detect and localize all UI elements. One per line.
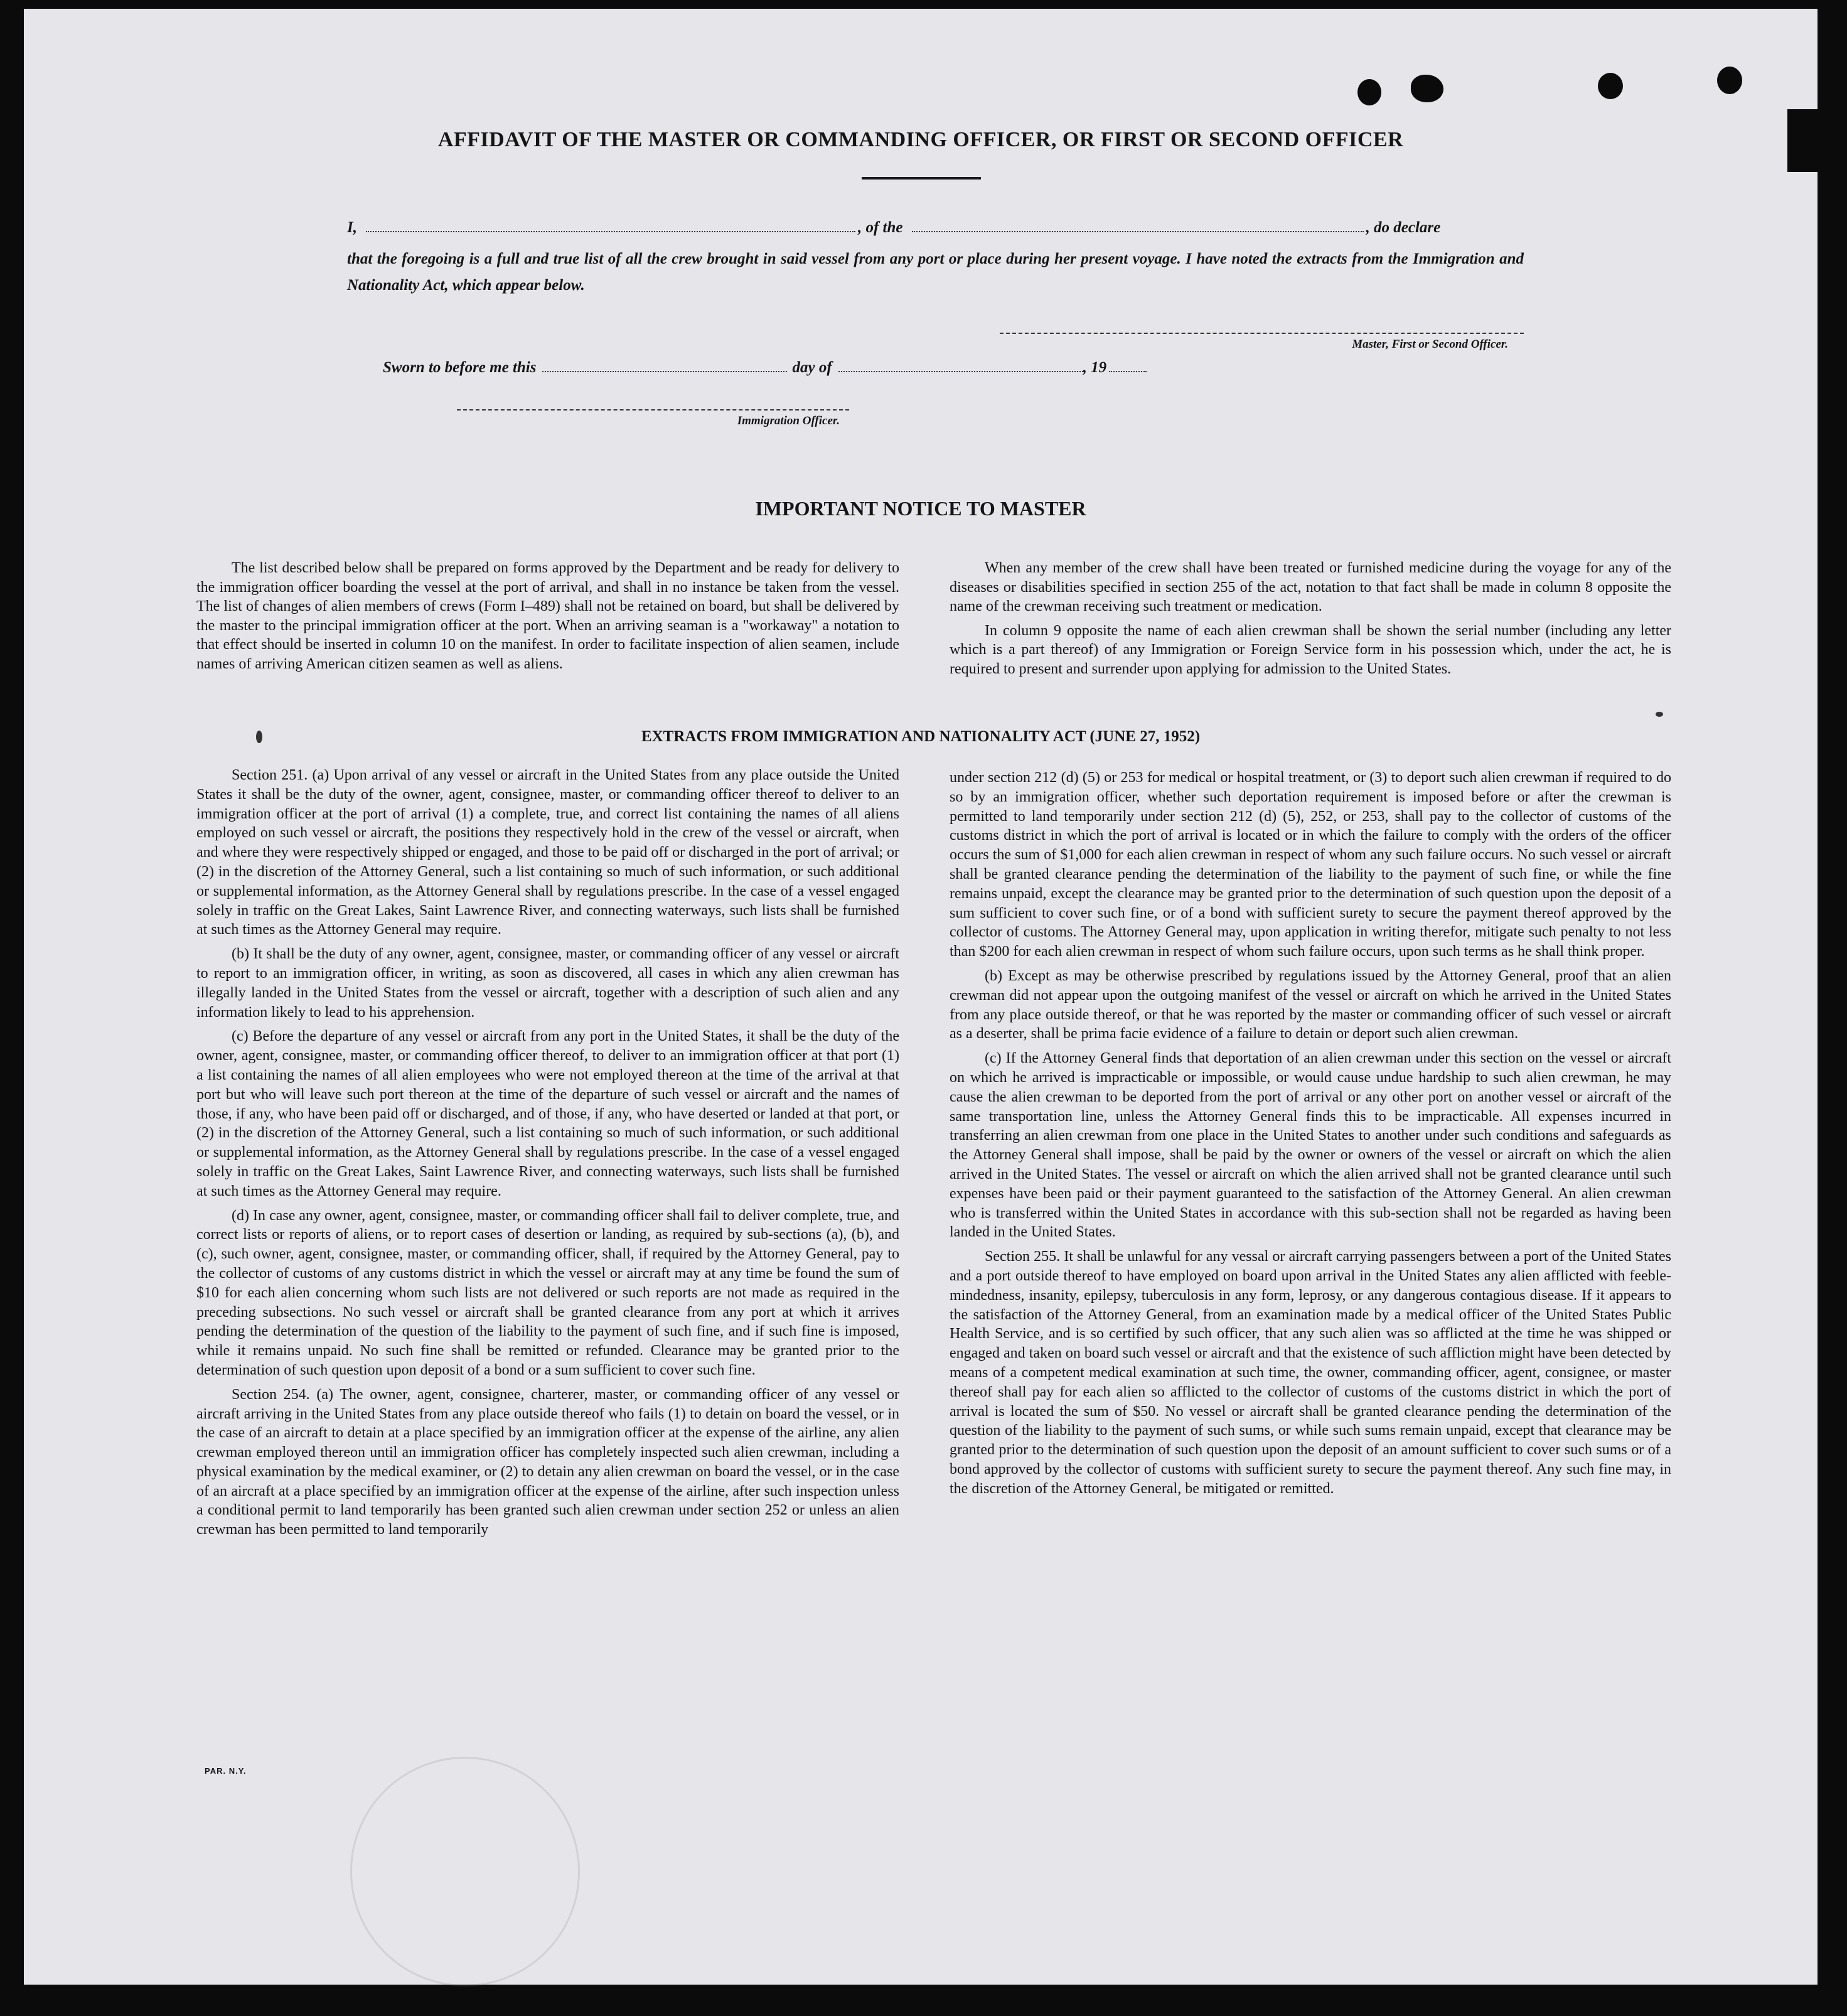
document-page bbox=[24, 9, 1818, 1985]
law-paragraph: Section 255. It shall be unlawful for any vessal or aircraft carrying passengers between a port of the United States and a port outside thereof to have employed on board upon arrival in the United States any alien afflicted with feeble-mindedness, insanity, epilepsy, tuberculosis in any form, leprosy, or any dangerous contagious disease. If it appears to the satisfaction of the Attorney General, from an examination made by a medical officer of the United States Public Health Service, and is so certified by such officer, that any such alien was so afflicted at the time he was shipped or engaged and taken on board such vessel or aircraft and that the existence of such affliction might have been detected by means of a competent medical examination at such time, the owner, commanding officer, agent, consignee, or master thereof shall pay for each alien so afflicted to the collector of customs of the customs district in which the port of arrival is located the sum of $50. No vessel or aircraft shall be granted clearance pending the determination of the question of the liability to the payment of such sums, or while such sums remain unpaid, except that clearance may be granted prior to the determination of such question upon the deposit of an amount sufficient to cover such sums or of a bond approved by the collector of customs with sufficient surety to secure the payment thereof. Any such fine may, in the discretion of the Attorney General, be mitigated or remitted. bbox=[950, 1248, 1671, 1497]
sworn-day-field[interactable] bbox=[542, 356, 787, 372]
extracts-title: EXTRACTS FROM IMMIGRATION AND NATIONALITY ACT (JUNE 27, 1952) bbox=[641, 728, 1201, 745]
punch-hole bbox=[1411, 75, 1443, 102]
notice-title: IMPORTANT NOTICE TO MASTER bbox=[755, 497, 1086, 520]
notice-right-column bbox=[950, 559, 1671, 684]
law-paragraph: under section 212 (d) (5) or 253 for medical or hospital treatment, or (3) to deport such alien crewman if required to do so by an immigration officer, whether such deportation requirement is imposed before or after the crewman is permitted to land temporarily under section 212 (d) (5), 252, or 253, shall pay to the collector of customs of the customs district in which the port of arrival is located or in which the failure to comply with the orders of the officer occurs the sum of $1,000 for each alien crewman in respect of whom any such failure occurs. No such vessel or aircraft shall be granted clearance pending the determination of the liability to the payment of such fine, or while the fine remains unpaid, except the clearance may be granted prior to the determination of such question upon the deposit of a sum sufficient to cover such fine, or of a bond with sufficient surety to secure the payment thereof approved by the collector of customs. The Attorney General may, upon application in writing therefor, mitigate such penalty to not less than $200 for each alien crewman in respect of whom such failure occurs, upon such terms as he shall think proper. bbox=[950, 769, 1671, 960]
immigration-officer-caption: Immigration Officer. bbox=[737, 414, 840, 427]
day-of-label: day of bbox=[792, 359, 832, 376]
extracts-right-column bbox=[950, 768, 1671, 1503]
vessel-label: , of the bbox=[857, 219, 903, 236]
declarant-label: I, bbox=[347, 219, 357, 236]
punch-hole bbox=[1717, 67, 1742, 94]
year-label: , 19 bbox=[1083, 359, 1107, 376]
ink-speck bbox=[1656, 712, 1663, 717]
law-paragraph: Section 251. (a) Upon arrival of any vessel or aircraft in the United States from any place outside the United States it shall be the duty of the owner, agent, consignee, master, or commanding officer thereof to deliver to an immigration officer at the port of arrival (1) a complete, true, and correct list containing the names of all aliens employed on such vessel or aircraft, the positions they respectively hold in the crew of the vessel or aircraft, when and where they were respectively shipped or engaged, and those to be paid off or discharged in the port of arrival; or (2) in the discretion of the Attorney General, such a list containing so much of such information, or such additional or supplemental information, as the Attorney General shall by regulations prescribe. In the case of a vessel engaged solely in traffic on the Great Lakes, Saint Lawrence River, and connecting waterways, such lists shall be furnished at such times as the Attorney General may require. bbox=[196, 767, 899, 938]
notice-paragraph: When any member of the crew shall have been treated or furnished medicine during the voyage for any of the diseases or disabilities specified in section 255 of the act, notation to that fact shall be made in column 8 opposite the name of the crewman receiving such treatment or medication. bbox=[950, 560, 1671, 614]
declaration-text: that the foregoing is a full and true list of all the crew brought in said vessel from any port or place during her present voyage. I have noted the extracts from the Immigration and Nationality Act, which appear below. bbox=[347, 250, 1524, 294]
notice-paragraph: In column 9 opposite the name of each alien crewman shall be shown the serial number (including any letter which is a part thereof) of any Immigration or Foreign Service form in his possession which, under the act, he is required to present and surrender upon applying for admission to the United States. bbox=[950, 622, 1671, 677]
immigration-officer-signature-line[interactable] bbox=[457, 409, 849, 410]
printer-mark: PAR. N.Y. bbox=[205, 1766, 247, 1776]
law-paragraph: (b) Except as may be otherwise prescribed by regulations issued by the Attorney General, proof that an alien crewman did not appear upon the outgoing manifest of the vessel or aircraft on which he arrived in the United States from any place outside thereof, or that he was reported by the master or commanding officer of such vessel or aircraft as a deserter, shall be prima facie evidence of a failure to detain or deport such alien crewman. bbox=[950, 967, 1671, 1043]
faint-stamp-impression bbox=[350, 1757, 580, 1987]
sworn-month-field[interactable] bbox=[838, 356, 1083, 372]
law-paragraph: (c) Before the departure of any vessel or aircraft from any port in the United States, it shall be the duty of the owner, agent, consignee, master, or commanding officer thereof, to deliver to an immigration officer at that port (1) a list containing the names of all alien employees who were not employed thereon at the time of the arrival at that port but who will leave such port thereon at the time of the departure of such vessel or aircraft and the names of those, if any, who have been paid off or discharged, and of those, if any, who have deserted or landed at that port, or (2) in the discretion of the Attorney General, such a list containing so much of such information, or such additional or supplemental information, as the Attorney General shall by regulations prescribe. In the case of a vessel engaged solely in traffic on the Great Lakes, Saint Lawrence River, and connecting waterways, such lists shall be furnished at such times as the Attorney General may require. bbox=[196, 1028, 899, 1199]
sworn-label: Sworn to before me this bbox=[383, 359, 537, 376]
declare-label: , do declare bbox=[1366, 219, 1441, 236]
master-signature-line[interactable] bbox=[1000, 333, 1524, 334]
declarant-name-field[interactable] bbox=[366, 216, 855, 232]
notice-left-column bbox=[196, 559, 899, 678]
law-paragraph: (c) If the Attorney General finds that deportation of an alien crewman under this section on the vessel or aircraft on which he arrived is impracticable or impossible, or would cause undue hardship to such alien crewman, he may cause the alien crewman to be deported from the port of arrival or any other port on another vessel or aircraft of the same transportation line, unless the Attorney General finds this to be impracticable. All expenses incurred in transferring an alien crewman from one place in the United States to another under such conditions and safeguards as the Attorney General shall impose, shall be paid by the owner or owners of the vessel or aircraft on which the alien arrived in the United States. The vessel or aircraft on which the alien arrived shall not be granted clearance until such expenses have been paid or their payment guaranteed to the satisfaction of the Attorney General. An alien crewman who is transferred within the United States in accordance with this sub-section shall not be regarded as having been landed in the United States. bbox=[950, 1050, 1671, 1241]
law-paragraph: (d) In case any owner, agent, consignee, master, or commanding officer shall fail to deliver complete, true, and correct lists or reports of aliens, or to report cases of desertion or landing, as required by sub-sections (a), (b), and (c), such owner, agent, consignee, master, or commanding officer, shall, if required by the Attorney General, pay to the collector of customs of any customs district in which the vessel or aircraft may at any time be found the sum of $10 for each alien concerning whom such lists are not delivered or such reports are not made as required in the preceding subsections. No such vessel or aircraft shall be granted clearance from any port at which it arrives pending the determination of the question of the liability to the payment of such fine, and if such fine is imposed, while it remains unpaid. No such fine shall be remitted or refunded. Clearance may be granted prior to the determination of such question upon deposit of a bond or a sum sufficient to cover such fine. bbox=[196, 1207, 899, 1378]
affidavit-title: AFFIDAVIT OF THE MASTER OR COMMANDING OFFICER, OR FIRST OR SECOND OFFICER bbox=[437, 128, 1404, 151]
extracts-left-column bbox=[196, 766, 899, 1545]
law-paragraph: (b) It shall be the duty of any owner, agent, consignee, master, or commanding officer of any vessel or aircraft to report to an immigration officer, in writing, as soon as discovered, all cases in which any alien crewman has illegally landed in the United States from the vessel or aircraft, together with a description of such alien and any information likely to lead to his apprehension. bbox=[196, 946, 899, 1021]
punch-hole bbox=[1598, 73, 1623, 99]
sworn-fill-line bbox=[383, 356, 1261, 381]
declaration-fill-line bbox=[347, 216, 1524, 242]
master-signature-caption: Master, First or Second Officer. bbox=[1352, 338, 1508, 351]
law-paragraph: Section 254. (a) The owner, agent, consignee, charterer, master, or commanding officer of any vessel or aircraft arriving in the United States from any place outside thereof who fails (1) to detain on board the vessel, or in the case of an aircraft to detain at a place specified by an immigration officer at the expense of the airline, any alien crewman employed thereon until an immigration officer has completely inspected such alien crewman, including a physical examination by the medical examiner, or (2) to detain any alien crewman on board the vessel, or in the case of an aircraft at a place specified by an immigration officer at the expense of the airline, after such inspection unless a conditional permit to land temporarily has been granted such alien crewman under section 252 or unless an alien crewman has been permitted to land temporarily bbox=[196, 1386, 899, 1538]
punch-hole bbox=[1357, 79, 1381, 105]
vessel-name-field[interactable] bbox=[912, 216, 1364, 232]
sworn-year-field[interactable] bbox=[1109, 356, 1147, 372]
title-underline bbox=[862, 177, 981, 180]
notice-paragraph: The list described below shall be prepared on forms approved by the Department and be ready for delivery to the immigration officer boarding the vessel at the port of arrival, and shall in no instance be taken from the vessel. The list of changes of alien members of crews (Form I–489) shall not be retained on board, but shall be delivered by the master to the principal immigration officer at the port. When an arriving seaman is a "workaway" a notation to that effect should be inserted in column 10 on the manifest. In order to facilitate inspection of alien seamen, include names of arriving American citizen seamen as well as aliens. bbox=[196, 560, 899, 672]
